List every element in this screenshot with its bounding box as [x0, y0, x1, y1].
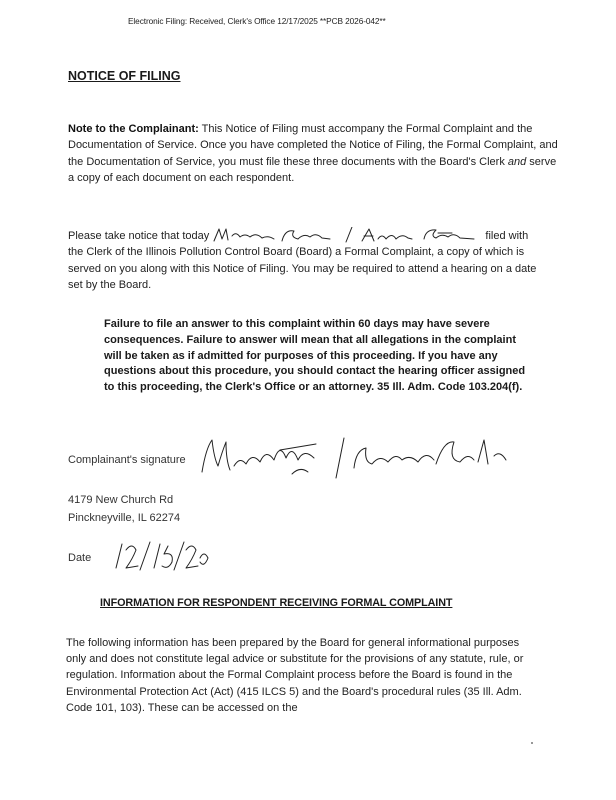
note-text-end: serve a copy of each document on each respondent.: [68, 155, 557, 184]
complainant-signature: [196, 430, 526, 486]
notice-after: filed with the Clerk of the Illinois Pollution Control Board (Board) a Formal Complaint, a copy of which is served on you along with this Notice of Filing. You may be required to attend a hearing on a date set by the Board.: [68, 230, 537, 291]
signature-label: Complainant's signature: [68, 454, 186, 466]
note-lead: Note to the Complainant:: [68, 123, 199, 135]
information-title: INFORMATION FOR RESPONDENT RECEIVING FORMAL COMPLAINT: [100, 597, 453, 609]
date-label: Date: [68, 552, 92, 564]
notice-before: Please take notice that today: [68, 230, 213, 242]
address-line-1: 4179 New Church Rd: [68, 494, 174, 506]
electronic-filing-stamp: Electronic Filing: Received, Clerk's Office 12/17/2025 **PCB 2026-042**: [128, 16, 386, 26]
notice-title: NOTICE OF FILING: [68, 69, 181, 83]
scan-artifact-dot: [531, 742, 533, 744]
note-emphasis: and: [507, 155, 527, 168]
notice-paragraph: [68, 227, 546, 293]
handwritten-date: [108, 538, 218, 574]
information-paragraph: The following information has been prepared by the Board for general informational purposes only and does not constitute legal advice or substitute for the provisions of any statute, rule, or regulation. Information about the Formal Complaint process before the Board is found in the Environmental Protection Act (Act) (415 ILCS 5) and the Board's procedural rules (35 Ill. Adm. Code 101, 103). These can be accessed on the: [66, 637, 524, 714]
address-line-2: Pinckneyville, IL 62274: [68, 512, 181, 524]
handwritten-names-signature: [212, 227, 482, 243]
note-to-complainant: [68, 121, 558, 186]
warning-block: Failure to file an answer to this complaint within 60 days may have severe consequences. Failure to answer will mean that all allegations in the complaint will be taken as if admitted for purposes of this proceeding. If you have any questions about this procedure, you should contact the hearing officer assigned to this proceeding, the Clerk's Office or an attorney. 35 Ill. Adm. Code 103.204(f).: [104, 318, 526, 394]
note-text: This Notice of Filing must accompany the Formal Complaint and the Documentation of Service. Once you have completed the Notice of Filing, the Formal Complaint, and the Documentation of Service, you must file these three documents with the Board's Clerk: [68, 123, 558, 168]
